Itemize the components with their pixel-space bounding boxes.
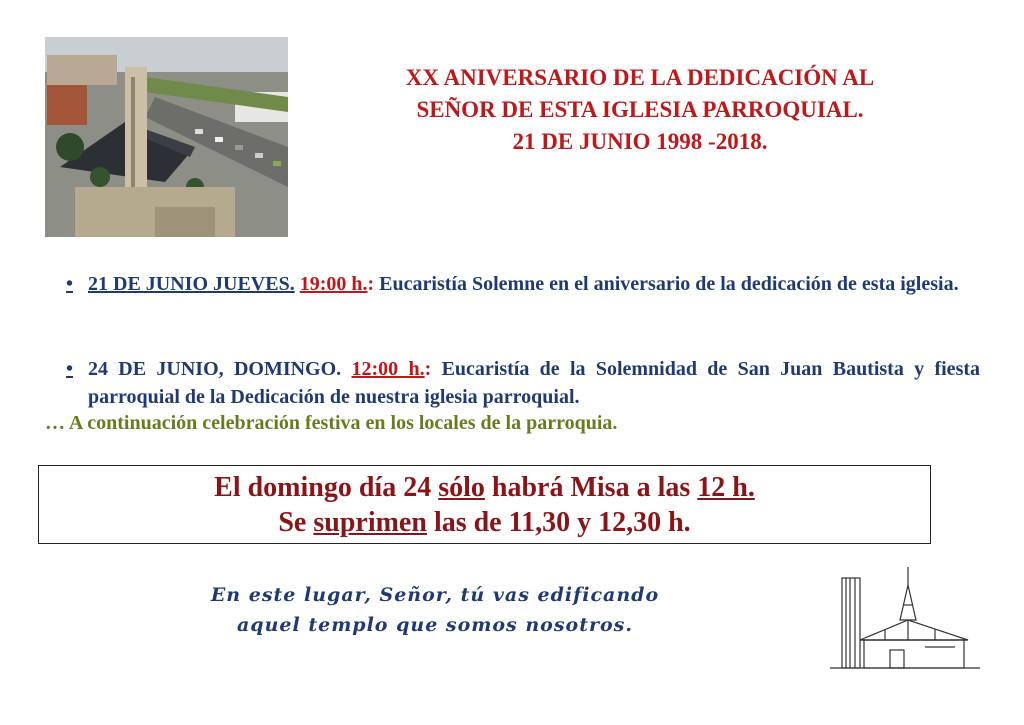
- notice-text: El domingo día 24: [214, 472, 439, 503]
- bullet-icon: •: [66, 273, 74, 295]
- event-time: 12:00 h.: [351, 358, 425, 380]
- event-time: 19:00 h.: [299, 273, 368, 295]
- bullet-icon: •: [66, 358, 74, 380]
- church-sketch-icon: [830, 565, 980, 675]
- church-photo: [45, 37, 288, 237]
- event-description: Eucaristía Solemne en el aniversario de la dedicación de esta iglesia.: [379, 273, 959, 295]
- mass-notice-box: [38, 465, 931, 544]
- event-colon: :: [367, 273, 375, 295]
- notice-text: Se: [278, 507, 314, 538]
- notice-emphasis: suprimen: [313, 507, 427, 538]
- event-item-1: [66, 270, 980, 298]
- scripture-quote: [190, 580, 680, 640]
- event-description: Eucaristía de la Solemnidad de San Juan Bautista y fiesta parroquial de la Dedicación de nuestra iglesia parroquial.: [88, 358, 981, 408]
- notice-emphasis: sólo: [438, 472, 485, 503]
- title-line-3: 21 DE JUNIO 1998 -2018.: [512, 129, 768, 154]
- title-line-1: XX ANIVERSARIO DE LA DEDICACIÓN AL: [405, 65, 875, 90]
- event-date: 24 DE JUNIO, DOMINGO.: [88, 358, 342, 380]
- event-date: 21 DE JUNIO JUEVES.: [88, 273, 295, 295]
- notice-text: habrá Misa a las: [484, 472, 698, 503]
- notice-line-2: [39, 505, 930, 540]
- quote-line-2: aquel templo que somos nosotros.: [237, 614, 633, 636]
- notice-emphasis: 12 h.: [697, 472, 755, 503]
- notice-line-1: [39, 470, 930, 505]
- title-line-2: SEÑOR DE ESTA IGLESIA PARROQUIAL.: [416, 97, 864, 122]
- event-item-2: [66, 355, 981, 411]
- announcement-title: [300, 62, 980, 158]
- notice-text: las de 11,30 y 12,30 h.: [426, 507, 691, 538]
- continuation-note: … A continuación celebración festiva en los locales de la parroquia.: [45, 412, 618, 434]
- quote-line-1: En este lugar, Señor, tú vas edificando: [210, 584, 660, 606]
- event-colon: :: [424, 358, 432, 380]
